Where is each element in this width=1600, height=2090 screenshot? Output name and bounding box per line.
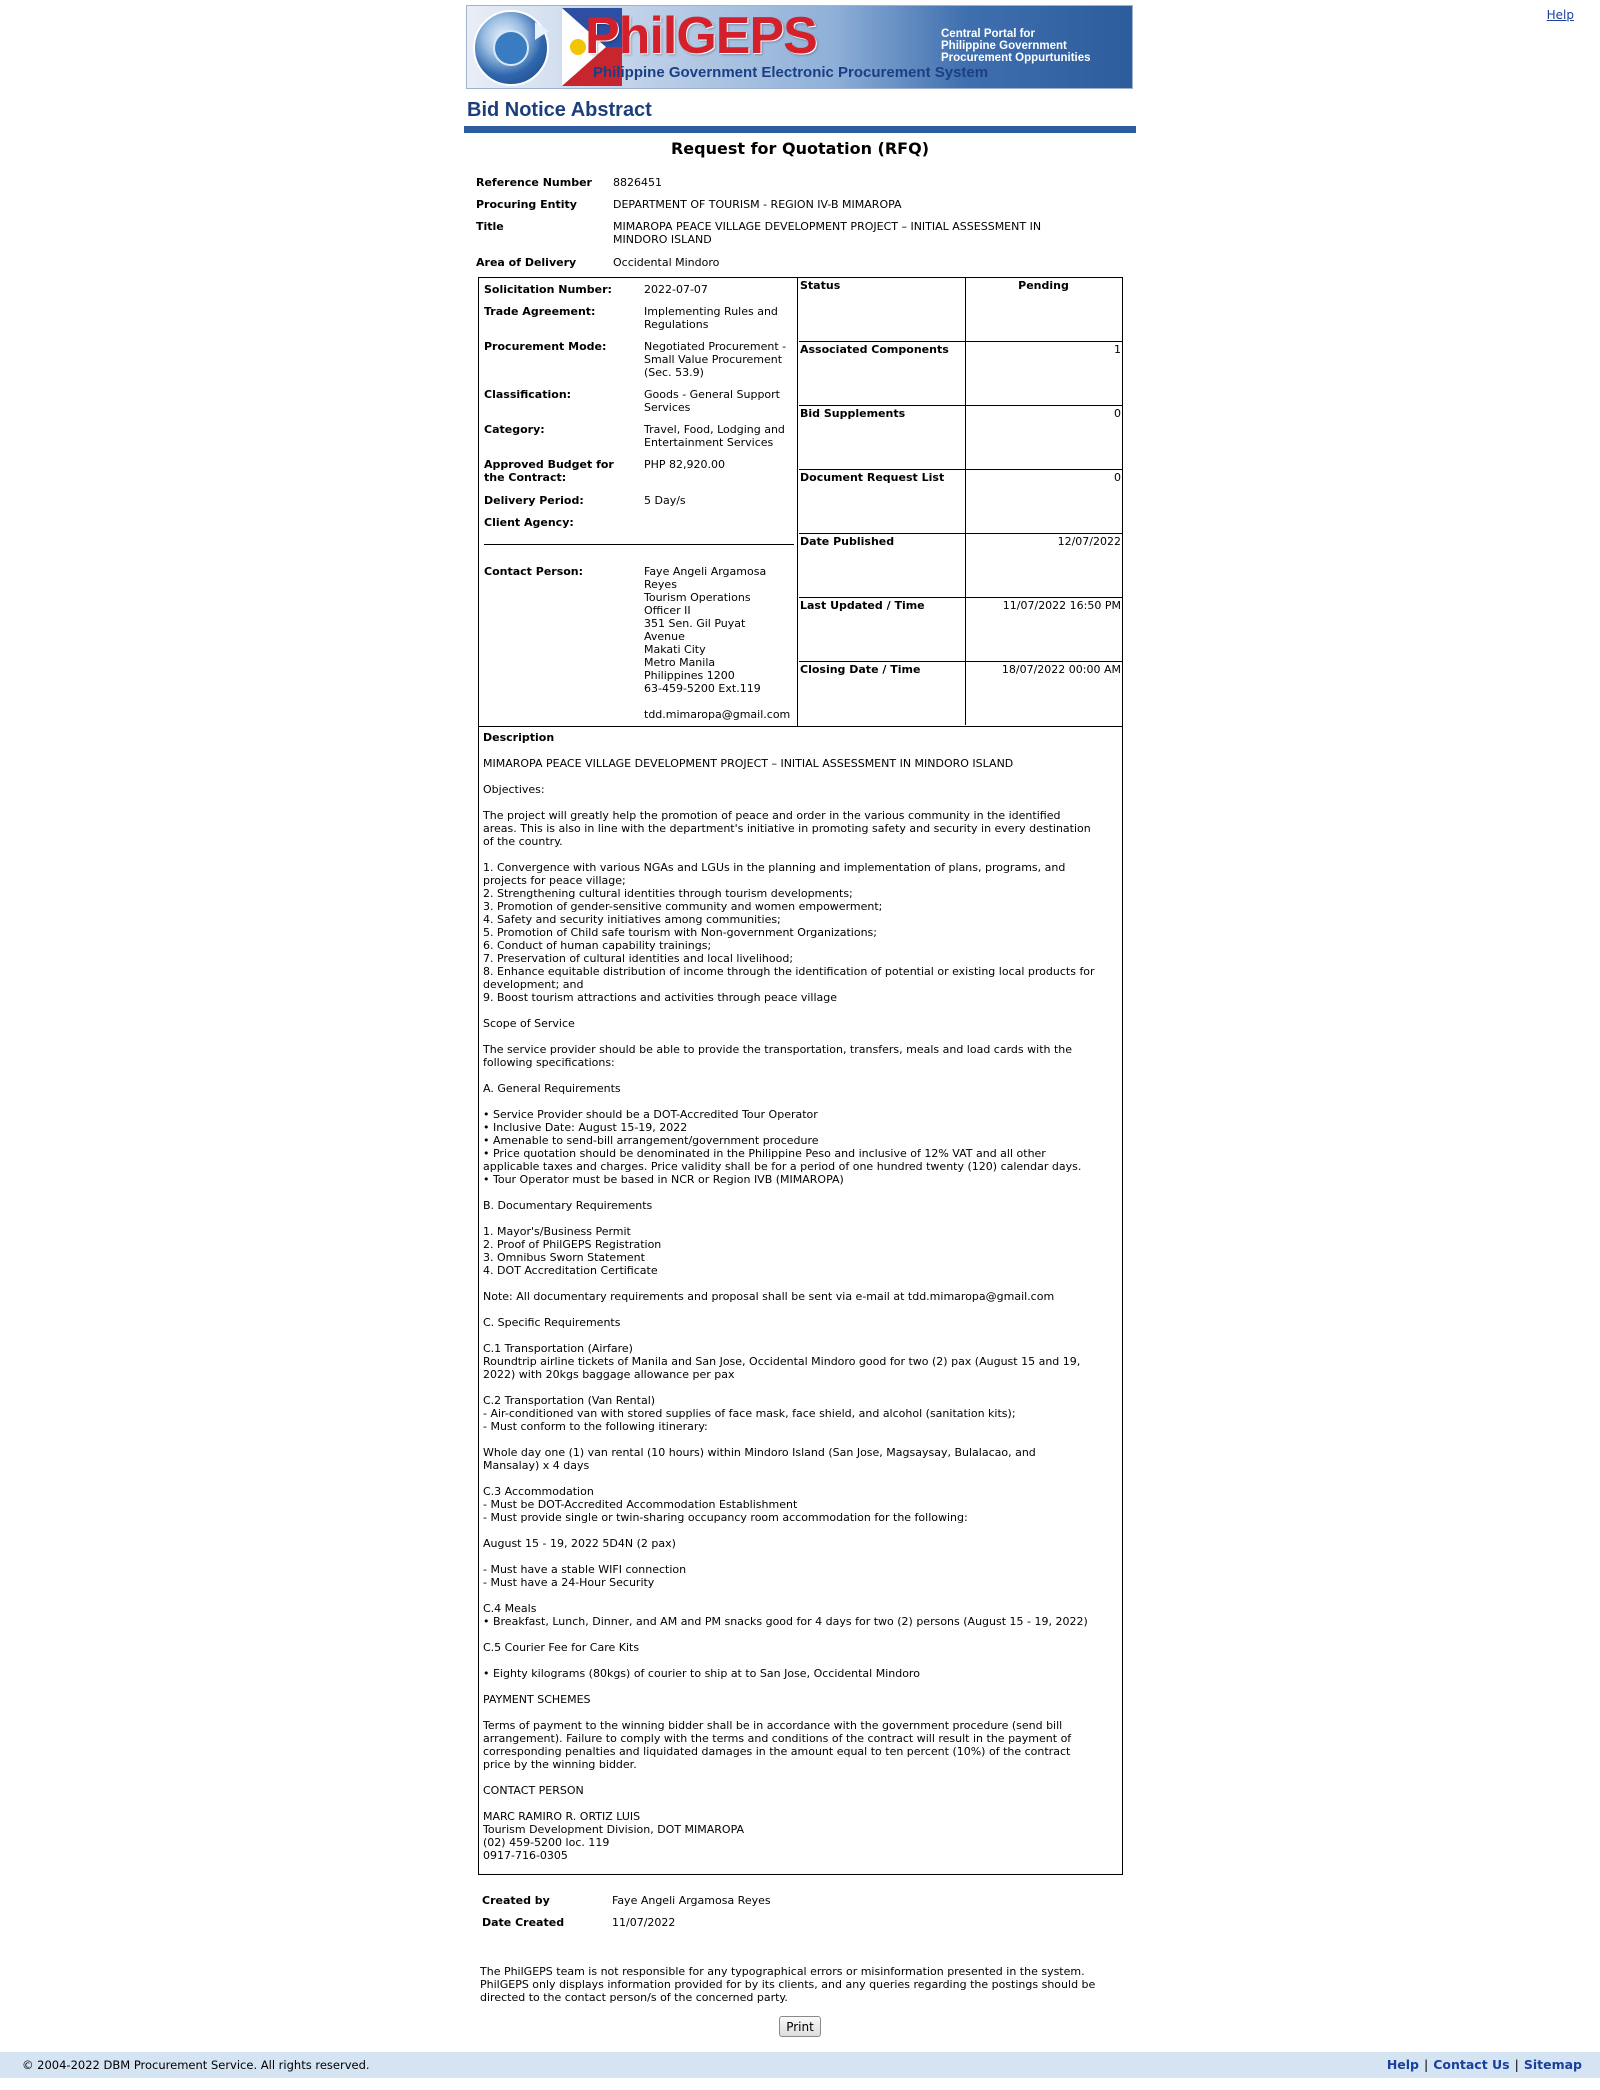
description-paragraph bbox=[483, 1043, 1118, 1069]
description-line: C.5 Courier Fee for Care Kits bbox=[483, 1641, 640, 1654]
last-updated-row: Last Updated / Time 11/07/2022 16:50 PM bbox=[799, 598, 1122, 662]
description-line: following specifications: bbox=[483, 1056, 615, 1069]
description-line: C.3 Accommodation bbox=[483, 1485, 594, 1498]
description-section bbox=[483, 731, 1118, 1862]
description-paragraph bbox=[483, 1602, 1118, 1628]
description-paragraph bbox=[483, 1394, 1118, 1433]
description-paragraph bbox=[483, 1784, 1118, 1797]
disclaimer-text: The PhilGEPS team is not responsible for any typographical errors or misinformation presented in the system. PhilGEPS only displays information provided for by its clients, and any queries regarding the postings should be directed to the contact person/s of the concerned party. bbox=[480, 1965, 1096, 2004]
description-line: The service provider should be able to provide the transportation, transfers, meals and load cards with the bbox=[483, 1043, 1073, 1056]
description-paragraph bbox=[483, 1446, 1118, 1472]
description-line: 4. DOT Accreditation Certificate bbox=[483, 1264, 658, 1277]
description-line: 2. Strengthening cultural identities through tourism developments; bbox=[483, 887, 853, 900]
description-paragraph bbox=[483, 1810, 1118, 1862]
description-line: price by the winning bidder. bbox=[483, 1758, 637, 1771]
description-line: 9. Boost tourism attractions and activities through peace village bbox=[483, 991, 838, 1004]
description-line: - Must have a stable WIFI connection bbox=[483, 1563, 687, 1576]
description-paragraph bbox=[483, 1667, 1118, 1680]
heading-divider bbox=[464, 126, 1136, 133]
description-line: corresponding penalties and liquidated damages in the amount equal to ten percent (10%) of the contract bbox=[483, 1745, 1071, 1758]
date-published-row: Date Published 12/07/2022 bbox=[799, 534, 1122, 598]
portal-tagline: Central Portal for Philippine Government Procurement Oppurtunities bbox=[941, 28, 1091, 64]
print-button[interactable]: Print bbox=[779, 2016, 821, 2037]
description-line: of the country. bbox=[483, 835, 563, 848]
description-line: Tourism Development Division, DOT MIMAROPA bbox=[483, 1823, 745, 1836]
description-line: - Air-conditioned van with stored supplies of face mask, face shield, and alcohol (sanitation kits); bbox=[483, 1407, 1016, 1420]
description-line: Roundtrip airline tickets of Manila and San Jose, Occidental Mindoro good for two (2) pax (August 15 and 19, bbox=[483, 1355, 1081, 1368]
associated-components-row: Associated Components 1 bbox=[799, 342, 1122, 406]
description-line: Note: All documentary requirements and proposal shall be sent via e-mail at tdd.mimaropa@gmail.com bbox=[483, 1290, 1055, 1303]
description-paragraph bbox=[483, 861, 1118, 1004]
description-paragraph bbox=[483, 1719, 1118, 1771]
description-line: B. Documentary Requirements bbox=[483, 1199, 653, 1212]
description-divider bbox=[479, 726, 1122, 727]
description-line: 5. Promotion of Child safe tourism with Non-government Organizations; bbox=[483, 926, 877, 939]
description-line: arrangement). Failure to comply with the terms and conditions of the contract will result in the payment of bbox=[483, 1732, 1072, 1745]
contact-divider bbox=[484, 544, 794, 545]
description-line: - Must provide single or twin-sharing occupancy room accommodation for the following: bbox=[483, 1511, 968, 1524]
philgeps-logo-text: PhilGEPS bbox=[585, 7, 817, 65]
description-paragraph bbox=[483, 1108, 1118, 1186]
description-line: 3. Promotion of gender-sensitive community and women empowerment; bbox=[483, 900, 883, 913]
description-line: C.4 Meals bbox=[483, 1602, 537, 1615]
document-request-list-row: Document Request List 0 bbox=[799, 470, 1122, 534]
description-line: C.2 Transportation (Van Rental) bbox=[483, 1394, 656, 1407]
description-line: 1. Mayor's/Business Permit bbox=[483, 1225, 631, 1238]
philgeps-logo-subtitle: Philippine Government Electronic Procurement System bbox=[593, 64, 989, 81]
description-line: Terms of payment to the winning bidder shall be in accordance with the government procedure (send bill bbox=[483, 1719, 1063, 1732]
description-paragraph bbox=[483, 1537, 1118, 1550]
description-paragraph bbox=[483, 1225, 1118, 1277]
description-paragraph bbox=[483, 1693, 1118, 1706]
description-heading: Description bbox=[483, 731, 555, 744]
description-line: • Eighty kilograms (80kgs) of courier to ship at to San Jose, Occidental Mindoro bbox=[483, 1667, 920, 1680]
description-line: • Tour Operator must be based in NCR or Region IVB (MIMAROPA) bbox=[483, 1173, 844, 1186]
description-line: CONTACT PERSON bbox=[483, 1784, 584, 1797]
description-line: Mansalay) x 4 days bbox=[483, 1459, 590, 1472]
description-line: development; and bbox=[483, 978, 584, 991]
copyright-text: © 2004-2022 DBM Procurement Service. All rights reserved. bbox=[22, 2058, 370, 2072]
bid-supplements-row: Bid Supplements 0 bbox=[799, 406, 1122, 470]
description-line: 8. Enhance equitable distribution of income through the identification of potential or existing local products for bbox=[483, 965, 1095, 978]
description-line: (02) 459-5200 loc. 119 bbox=[483, 1836, 610, 1849]
description-paragraph bbox=[483, 783, 1118, 796]
description-paragraph bbox=[483, 1082, 1118, 1095]
description-line: Objectives: bbox=[483, 783, 545, 796]
description-line: Whole day one (1) van rental (10 hours) within Mindoro Island (San Jose, Magsaysay, Bulalacao, and bbox=[483, 1446, 1036, 1459]
contact-email: tdd.mimaropa@gmail.com bbox=[644, 708, 791, 721]
description-line: - Must conform to the following itinerary: bbox=[483, 1420, 708, 1433]
description-paragraph bbox=[483, 1290, 1118, 1303]
description-line: - Must be DOT-Accredited Accommodation Establishment bbox=[483, 1498, 798, 1511]
description-paragraph bbox=[483, 1316, 1118, 1329]
description-line: areas. This is also in line with the department's initiative in promoting safety and security in every destination bbox=[483, 822, 1091, 835]
status-badge: Pending bbox=[965, 278, 1122, 341]
description-line: - Must have a 24-Hour Security bbox=[483, 1576, 655, 1589]
description-line: The project will greatly help the promotion of peace and order in the various community in the identified bbox=[483, 809, 1061, 822]
description-line: Scope of Service bbox=[483, 1017, 575, 1030]
closing-date-row: Closing Date / Time 18/07/2022 00:00 AM bbox=[799, 662, 1122, 726]
description-line: MIMAROPA PEACE VILLAGE DEVELOPMENT PROJECT – INITIAL ASSESSMENT IN MINDORO ISLAND bbox=[483, 757, 1014, 770]
description-line: projects for peace village; bbox=[483, 874, 626, 887]
description-line: August 15 - 19, 2022 5D4N (2 pax) bbox=[483, 1537, 676, 1550]
description-line: 3. Omnibus Sworn Statement bbox=[483, 1251, 645, 1264]
description-line: • Price quotation should be denominated in the Philippine Peso and inclusive of 12% VAT and all other bbox=[483, 1147, 1046, 1160]
bid-details-table bbox=[478, 277, 1123, 1875]
page-title: Bid Notice Abstract bbox=[467, 99, 652, 121]
description-line: 7. Preservation of cultural identities and local livelihood; bbox=[483, 952, 794, 965]
footer-links: Help | Contact Us | Sitemap bbox=[1386, 2057, 1582, 2072]
description-line: • Breakfast, Lunch, Dinner, and AM and PM snacks good for 4 days for two (2) persons (August 15 - 19, 2022) bbox=[483, 1615, 1088, 1628]
help-link-top[interactable]: Help bbox=[1546, 8, 1574, 22]
economy-seal-logo bbox=[473, 10, 549, 86]
description-paragraph bbox=[483, 1563, 1118, 1589]
description-paragraph bbox=[483, 757, 1118, 770]
description-line: • Service Provider should be a DOT-Accredited Tour Operator bbox=[483, 1108, 818, 1121]
footer-sitemap-link[interactable]: Sitemap bbox=[1523, 2057, 1582, 2072]
description-paragraph bbox=[483, 809, 1118, 848]
description-line: PAYMENT SCHEMES bbox=[483, 1693, 591, 1706]
status-row: Status Pending bbox=[799, 278, 1122, 342]
page-footer bbox=[0, 2052, 1600, 2078]
description-line: A. General Requirements bbox=[483, 1082, 621, 1095]
description-line: MARC RAMIRO R. ORTIZ LUIS bbox=[483, 1810, 641, 1823]
status-panel bbox=[799, 278, 1122, 726]
description-paragraph bbox=[483, 1017, 1118, 1030]
description-paragraph bbox=[483, 1641, 1118, 1654]
procurement-details: Solicitation Number: 2022-07-07 Trade Agreement: Implementing Rules and Regulations Procurement Mode: Negotiated Procurement - Small Value Procurement (Sec. 53.9) Classification: Goods - General Support Services Category: Travel, Food, Lodging and Entertainment Services Approved Budget for the Contract: PHP 82,920.00 Delivery Period: 5 Day/s Client Agency: Contact Person: Faye Angeli Argamosa Reyes Tourism Operations Officer II 351 Sen. Gil Puyat Avenue Makati City Metro Manila Philippines 1200 63-459-5200 Ext.119 tdd.mimaropa@gmail.com bbox=[479, 278, 798, 726]
description-line: 2. Proof of PhilGEPS Registration bbox=[483, 1238, 662, 1251]
description-line: C.1 Transportation (Airfare) bbox=[483, 1342, 633, 1355]
philgeps-banner bbox=[466, 5, 1133, 89]
notice-type-title: Request for Quotation (RFQ) bbox=[670, 139, 929, 158]
description-body bbox=[483, 757, 1118, 1862]
description-line: 0917-716-0305 bbox=[483, 1849, 568, 1862]
footer-contact-link[interactable]: Contact Us bbox=[1433, 2057, 1510, 2072]
description-paragraph bbox=[483, 1199, 1118, 1212]
footer-help-link[interactable]: Help bbox=[1386, 2057, 1419, 2072]
description-line: 2022) with 20kgs baggage allowance per pax bbox=[483, 1368, 735, 1381]
description-line: 4. Safety and security initiatives among communities; bbox=[483, 913, 781, 926]
description-line: • Amenable to send-bill arrangement/government procedure bbox=[483, 1134, 819, 1147]
description-line: 6. Conduct of human capability trainings; bbox=[483, 939, 712, 952]
description-line: C. Specific Requirements bbox=[483, 1316, 621, 1329]
description-line: • Inclusive Date: August 15-19, 2022 bbox=[483, 1121, 688, 1134]
description-line: 1. Convergence with various NGAs and LGUs in the planning and implementation of plans, programs, and bbox=[483, 861, 1066, 874]
description-line: applicable taxes and charges. Price validity shall be for a period of one hundred twenty (120) calendar days. bbox=[483, 1160, 1082, 1173]
description-paragraph bbox=[483, 1485, 1118, 1524]
description-paragraph bbox=[483, 1342, 1118, 1381]
